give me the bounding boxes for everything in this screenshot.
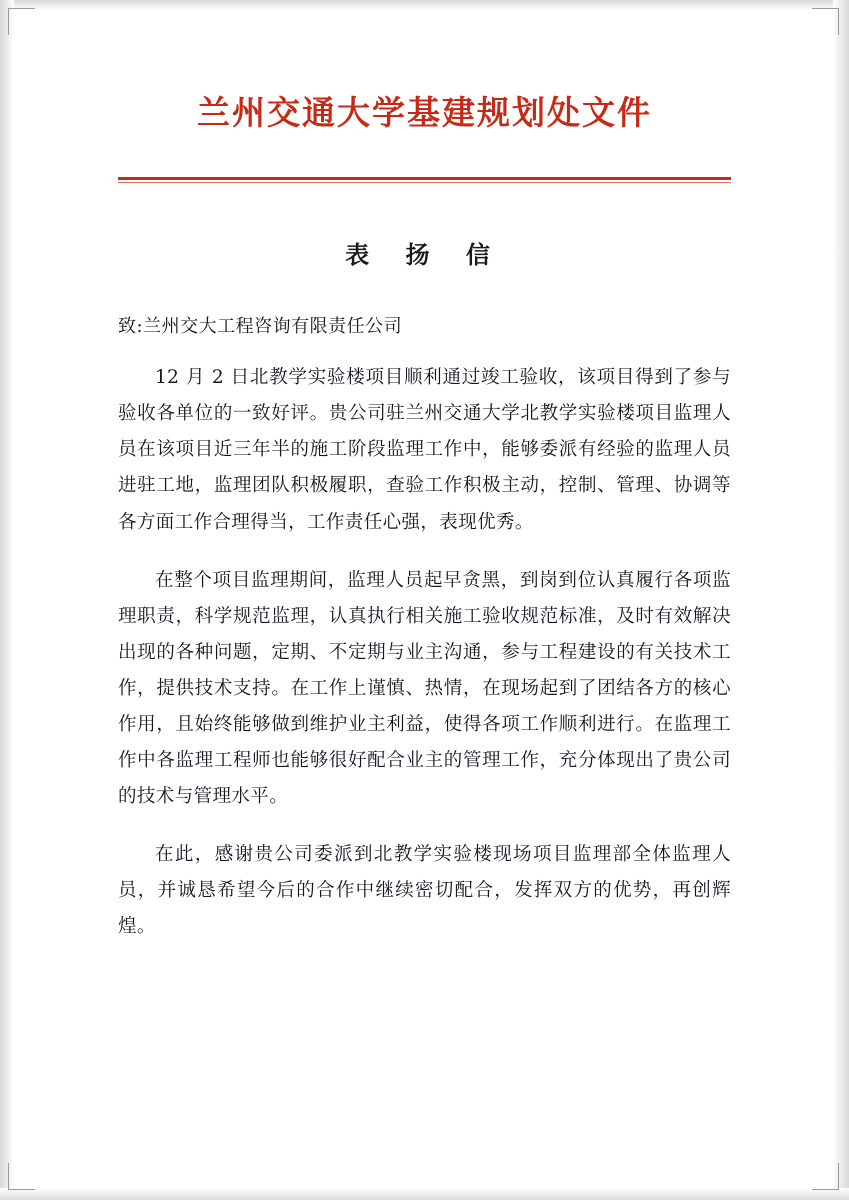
body-paragraph-3: 在此，感谢贵公司委派到北教学实验楼现场项目监理部全体监理人员，并诚恳希望今后的合作中继续密切配合，发挥双方的优势，再创辉煌。 <box>118 844 731 938</box>
divider-thick-line <box>118 177 731 180</box>
letterhead-title: 兰州交通大学基建规划处文件 <box>197 93 652 132</box>
letterhead-divider <box>118 177 731 183</box>
body-paragraph-2: 在整个项目监理期间，监理人员起早贪黑，到岗到位认真履行各项监理职责，科学规范监理，认真执行相关施工验收规范标准，及时有效解决出现的各种问题，定期、不定期与业主沟通，参与工程建设的有关技术工作，提供技术支持。在工作上谨慎、热情，在现场起到了团结各方的核心作用，且始终能够做到维护业主利益，使得各项工作顺利进行。在监理工作中各监理工程师也能够很好配合业主的管理工作，充分体现出了贵公司的技术与管理水平。 <box>118 569 731 807</box>
page-title: 表 扬 信 <box>345 240 504 270</box>
addressee-line: 致:兰州交大工程咨询有限责任公司 <box>118 316 403 338</box>
divider-thin-line <box>118 182 731 183</box>
body-paragraph-1: 12 月 2 日北教学实验楼项目顺利通过竣工验收，该项目得到了参与验收各单位的一致好评。贵公司驻兰州交通大学北教学实验楼项目监理人员在该项目近三年半的施工阶段监理工作中，能够委派有经验的监理人员进驻工地，监理团队积极履职，查验工作积极主动，控制、管理、协调等各方面工作合理得当，工作责任心强，表现优秀。 <box>118 367 731 533</box>
